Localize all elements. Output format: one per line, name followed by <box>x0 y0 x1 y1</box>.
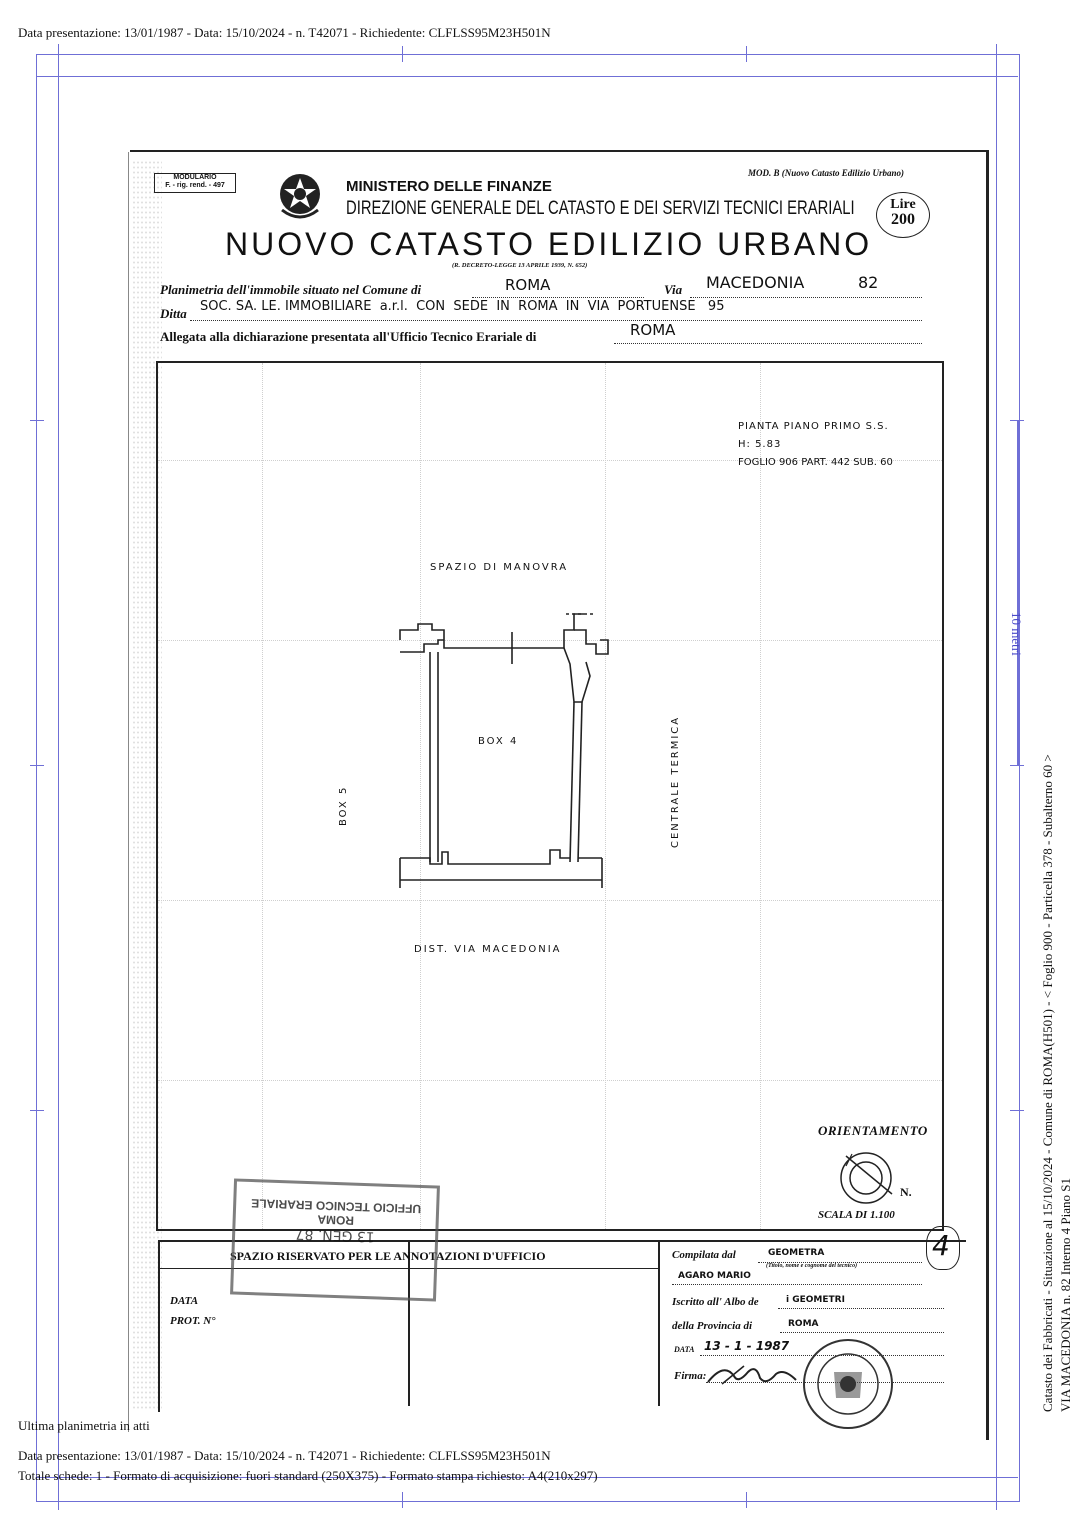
scale-bar <box>1017 420 1019 765</box>
frame-tick <box>402 46 403 62</box>
side-catasto-line: Catasto dei Fabbricati - Situazione al 15/10/2024 - Comune di ROMA(H501) - < Foglio 900 - Particella 378 - Subalterno 60 > <box>1040 754 1055 1412</box>
republic-emblem-icon <box>276 170 324 222</box>
direzione-title: DIREZIONE GENERALE DEL CATASTO E DEI SERVIZI TECNICI ERARIALI <box>346 198 855 219</box>
frame-tick <box>1010 1110 1024 1111</box>
compiler-divider <box>658 1240 660 1406</box>
ultima-planimetria: Ultima planimetria in atti <box>18 1418 150 1433</box>
main-title: NUOVO CATASTO EDILIZIO URBANO <box>225 226 873 262</box>
office-data-label: DATA <box>170 1295 199 1307</box>
compiler-name: AGARO MARIO <box>678 1271 751 1281</box>
header-line: Data presentazione: 13/01/1987 - Data: 15/10/2024 - n. T42071 - Richiedente: CLFLSS95M23H501N <box>18 25 551 40</box>
price-word: Lire <box>890 197 916 212</box>
office-stamp <box>230 1178 440 1301</box>
signature-icon <box>704 1358 800 1390</box>
firma-label: Firma: <box>674 1370 707 1382</box>
stamp-line3: 13 GEN. 87 <box>295 1225 376 1245</box>
price-value: 200 <box>891 211 915 228</box>
compilata-value: GEOMETRA <box>768 1248 825 1258</box>
provincia-value: ROMA <box>788 1319 819 1329</box>
allegata-label: Allegata alla dichiarazione presentata all'Ufficio Tecnico Erariale di <box>160 329 537 344</box>
compiler-data-value: 13 - 1 - 1987 <box>704 1339 790 1353</box>
plan-info-line3: FOGLIO 906 PART. 442 SUB. 60 <box>738 457 893 468</box>
footer-line2: Totale schede: 1 - Formato di acquisizione: fuori standard (250X375) - Formato stampa richiesto: A4(210x297) <box>18 1468 598 1483</box>
centrale-termica-label: CENTRALE TERMICA <box>670 715 681 848</box>
frame-inner-top <box>36 76 1018 77</box>
comune-value: ROMA <box>505 276 551 294</box>
modulario-box <box>154 173 236 193</box>
iscritto-value: i GEOMETRI <box>786 1295 845 1305</box>
compiler-data-label: DATA <box>674 1345 695 1354</box>
north-label: N. <box>900 1185 912 1199</box>
office-prot-label: PROT. N° <box>170 1315 216 1327</box>
dist-label: DIST. VIA MACEDONIA <box>414 944 562 955</box>
frame-tick <box>30 420 44 421</box>
grid-line <box>760 363 761 1229</box>
grid-line <box>158 1080 942 1081</box>
via-line <box>690 297 922 298</box>
box4-label: BOX 4 <box>478 736 519 747</box>
footer-line1: Data presentazione: 13/01/1987 - Data: 15/10/2024 - n. T42071 - Richiedente: CLFLSS95M23H501N <box>18 1448 551 1463</box>
sheet-number: 4 <box>932 1229 950 1262</box>
iscritto-label: Iscritto all' Albo de <box>672 1296 759 1308</box>
plan-info-line1: PIANTA PIANO PRIMO S.S. <box>738 421 889 432</box>
frame-tick <box>402 1492 403 1508</box>
stamp-line1: UFFICIO TECNICO ERARIALE <box>250 1196 422 1216</box>
spazio-riservato-label: SPAZIO RISERVATO PER LE ANNOTAZIONI D'UFFICIO <box>230 1249 546 1263</box>
ministry-title: MINISTERO DELLE FINANZE <box>346 178 552 195</box>
frame-tick <box>746 1492 747 1508</box>
grid-line <box>158 900 942 901</box>
via-value: MACEDONIA <box>706 273 805 292</box>
frame-inner-right <box>996 44 997 1510</box>
box-floorplan <box>396 606 610 892</box>
side-address-line: VIA MACEDONIA n. 82 Interno 4 Piano S1 <box>1058 1178 1073 1412</box>
spazio-manovra-label: SPAZIO DI MANOVRA <box>430 562 569 573</box>
sheet-left-edge <box>128 152 129 1432</box>
provincia-label: della Provincia di <box>672 1320 753 1332</box>
compilata-label: Compilata dal <box>672 1249 736 1261</box>
sheet-right-edge <box>986 150 989 1440</box>
stamp-line2: ROMA <box>317 1212 355 1228</box>
price-circle <box>876 192 930 238</box>
modulario-sub: F. - rig. rend. - 497 <box>165 182 225 189</box>
ditta-line <box>190 320 922 321</box>
plan-info-line2: H: 5.83 <box>738 439 782 450</box>
provincia-line <box>780 1332 944 1333</box>
box5-label: BOX 5 <box>338 785 349 826</box>
compass-icon <box>838 1148 898 1208</box>
comune-line <box>472 297 644 298</box>
frame-inner-left <box>58 44 59 1510</box>
name-line <box>672 1284 922 1285</box>
ufficio-value: ROMA <box>630 321 676 339</box>
orientamento-label: ORIENTAMENTO <box>818 1123 928 1138</box>
ditta-label: Ditta <box>160 306 187 321</box>
sheet-top-edge <box>130 150 988 152</box>
grid-line <box>262 363 263 1229</box>
frame-tick <box>746 46 747 62</box>
modulario-title: MODULARIO <box>173 174 217 181</box>
scale-bar-label: 10 metri <box>1009 612 1024 656</box>
frame-tick <box>30 1110 44 1111</box>
geometra-seal-icon <box>790 1338 908 1430</box>
iscritto-line <box>778 1308 944 1309</box>
civic-value: 82 <box>858 273 879 292</box>
mod-b-label: MOD. B (Nuovo Catasto Edilizio Urbano) <box>748 168 905 178</box>
decree-note: (R. DECRETO-LEGGE 13 APRILE 1939, N. 652) <box>452 262 588 269</box>
scala-label: SCALA DI 1.100 <box>818 1209 895 1221</box>
planimetria-label: Planimetria dell'immobile situato nel Comune di <box>160 282 422 297</box>
titolo-hint: (Titolo, nome e cognome del tecnico) <box>766 1263 858 1269</box>
frame-tick <box>1010 765 1024 766</box>
ufficio-line <box>614 343 922 344</box>
via-label: Via <box>664 282 683 297</box>
ditta-value: SOC. SA. LE. IMMOBILIARE a.r.l. CON SEDE IN ROMA IN VIA PORTUENSE 95 <box>200 299 725 314</box>
frame-tick <box>30 765 44 766</box>
